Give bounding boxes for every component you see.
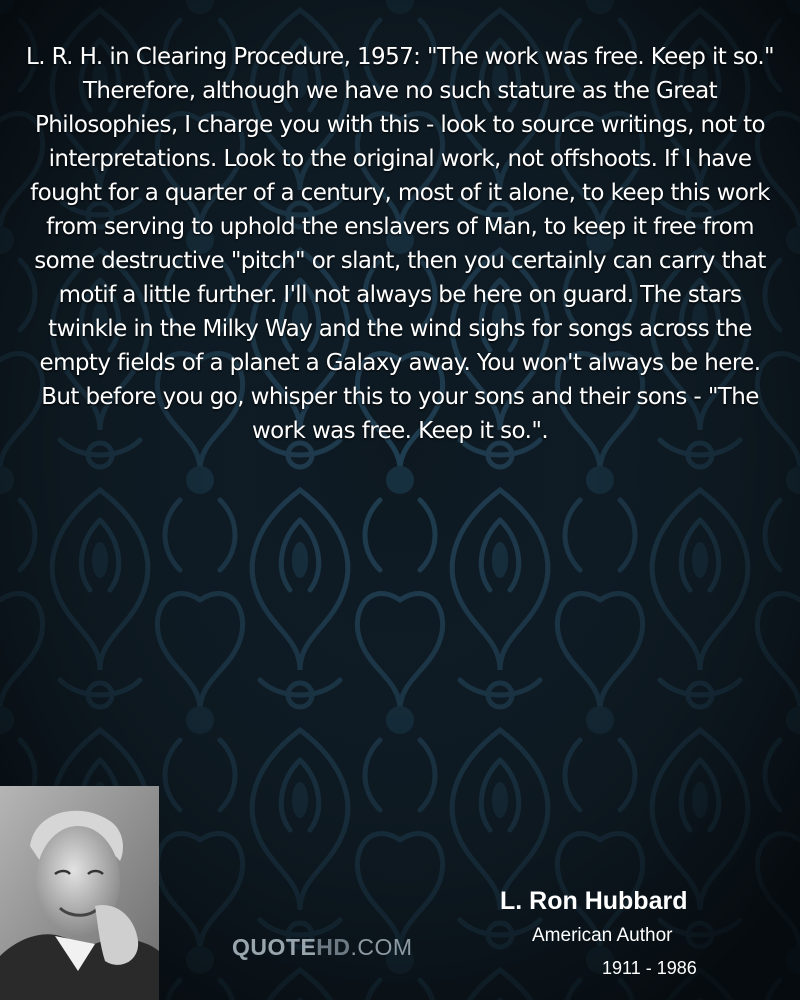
site-logo — [232, 934, 413, 961]
author-title: American Author — [532, 925, 673, 946]
logo-part-com: .COM — [350, 934, 413, 960]
author-name: L. Ron Hubbard — [500, 887, 688, 915]
logo-part-hd: HD — [316, 934, 351, 960]
author-portrait — [0, 786, 159, 1000]
quote-text: L. R. H. in Clearing Procedure, 1957: "The work was free. Keep it so." Therefore, although we have no such stature as the Great Philosophies, I charge you with this - look to source writings, not to interpretations. Look to the original work, not offshoots. If I have fought for a quarter of a century, most of it alone, to keep this work from serving to uphold the enslavers of Man, to keep it free from some destructive "pitch" or slant, then you certainly can carry that motif a little further. I'll not always be here on guard. The stars twinkle in the Milky Way and the wind sighs for songs across the empty fields of a planet a Galaxy away. You won't always be here. But before you go, whisper this to your sons and their sons - "The work was free. Keep it so.". — [25, 44, 775, 444]
author-years: 1911 - 1986 — [602, 958, 697, 978]
author-portrait-photo-icon — [0, 786, 159, 1000]
logo-part-quote: QUOTE — [232, 934, 317, 960]
